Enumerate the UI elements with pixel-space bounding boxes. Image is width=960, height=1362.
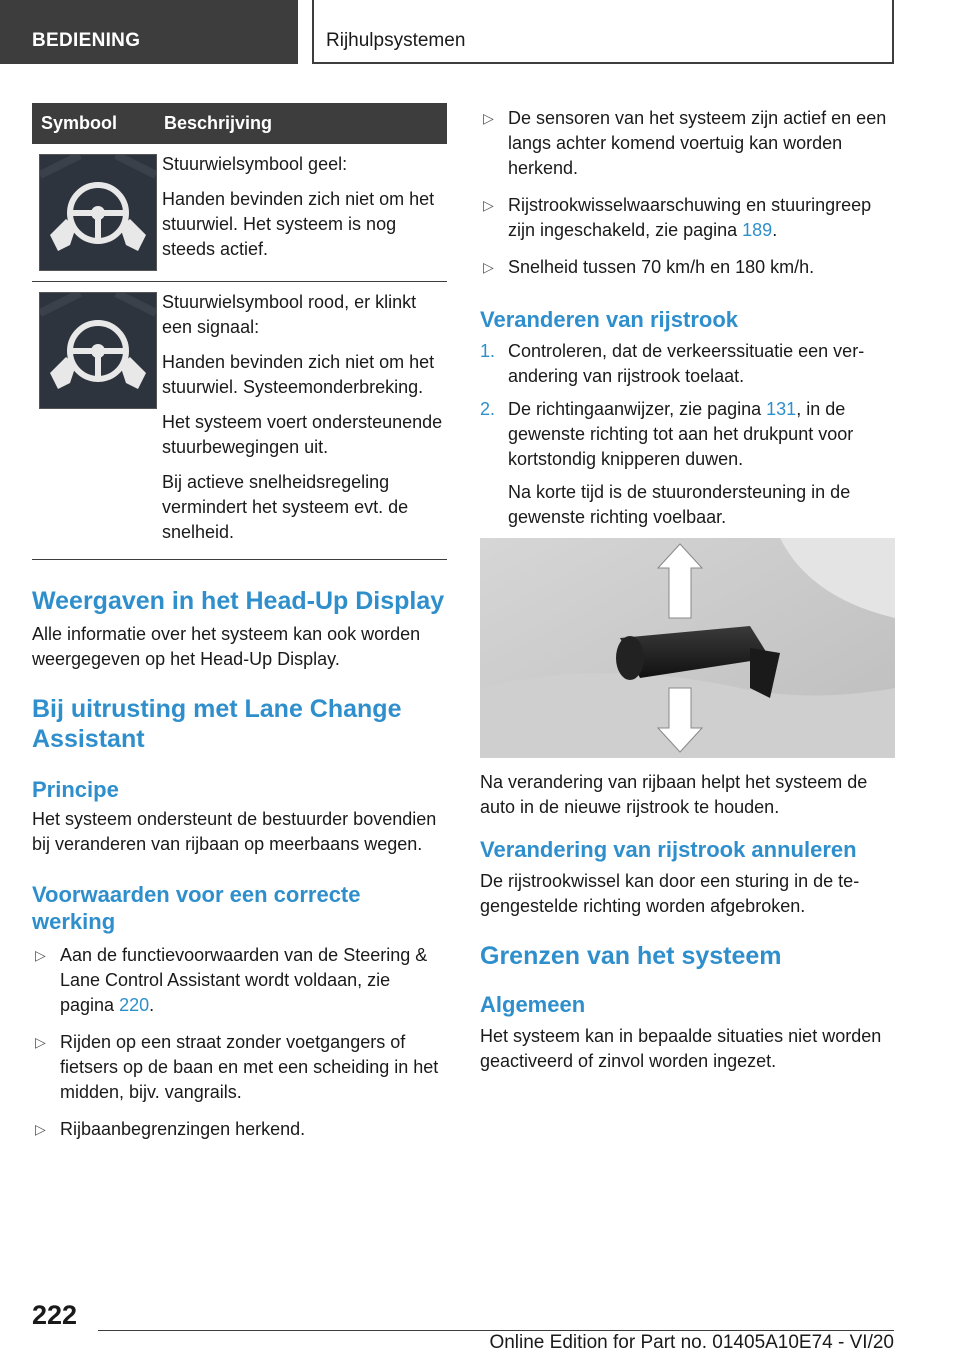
list-item: 1. Controleren, dat de verkeerssituatie een verandering van rijstrook toelaat. xyxy=(480,341,865,386)
hud-text: Alle informatie over het systeem kan ook worden weergegeven op het Head-Up Display. xyxy=(32,624,421,669)
table-row xyxy=(32,282,447,560)
symbol-table xyxy=(32,103,447,560)
triangle-bullet-icon: ▷ xyxy=(35,1121,46,1137)
left-column xyxy=(32,103,447,1154)
cancel-text: De rijstrookwissel kan door een sturing in de tegengestelde richting worden afgebroken. xyxy=(480,871,860,916)
header-section-tab xyxy=(0,0,298,64)
step-number: 2. xyxy=(480,399,496,419)
header-chapter-label: Rijhulpsystemen xyxy=(326,30,466,51)
conditions-list-right xyxy=(480,106,895,280)
row-2-caption: Stuurwielsymbool rood, er klinkt een signaal: xyxy=(162,292,417,337)
limits-title: Grenzen van het systeem xyxy=(480,942,782,970)
footer-divider xyxy=(98,1330,894,1331)
list-item: 2. De richtingaanwijzer, zie pagina 131, in de gewenste richting tot aan het drukpunt voor kortstondig knipperen duwen. Na korte tijd is de stuurondersteuning in de gewenste richting voelbaar. xyxy=(480,397,895,530)
triangle-bullet-icon: ▷ xyxy=(483,197,494,213)
change-steps xyxy=(480,339,895,530)
conditions-title: Voorwaarden voor een correcte werking xyxy=(32,882,361,934)
row-1-caption: Stuurwielsymbool geel: xyxy=(162,154,348,174)
lca-title: Bij uitrusting met Lane Change Assistant xyxy=(32,695,402,753)
row-2-text-1: Handen bevinden zich niet om het stuurwiel. Systeemonderbreking. xyxy=(162,352,435,397)
after-image-text: Na verandering van rijbaan helpt het systeem de auto in de nieuwe rijstrook te houden. xyxy=(480,772,868,817)
turn-signal-lever-image xyxy=(480,538,895,758)
page-link[interactable]: 220 xyxy=(119,995,150,1015)
triangle-bullet-icon: ▷ xyxy=(35,947,46,963)
row-2-text-3: Bij actieve snelheidsregeling vermindert het systeem evt. de snelheid. xyxy=(162,472,409,542)
right-column xyxy=(480,106,895,1074)
limits-text: Het systeem kan in bepaalde situaties niet worden geactiveerd of zinvol worden ingezet. xyxy=(480,1026,882,1071)
symbol-column-header: Symbool xyxy=(32,103,162,144)
table-row xyxy=(32,144,447,282)
header-section-label: BEDIENING xyxy=(32,30,141,51)
triangle-bullet-icon: ▷ xyxy=(35,1034,46,1050)
change-title: Veranderen van rijstrook xyxy=(480,307,738,332)
step-extra-text: Na korte tijd is de stuurondersteuning in de gewenste richting voelbaar. xyxy=(508,482,851,527)
symbol-table-header xyxy=(32,103,447,144)
list-item: ▷ Rijstrookwisselwaarschuwing en stuuringreep zijn ingeschakeld, zie pagina 189. xyxy=(483,195,872,240)
list-item: ▷ Rijden op een straat zonder voetgangers of fietsers op de baan en met een scheiding in het midden, bijv. vangrails. xyxy=(35,1032,439,1102)
principle-title: Principe xyxy=(32,777,119,802)
triangle-bullet-icon: ▷ xyxy=(483,259,494,275)
page-link[interactable]: 189 xyxy=(742,220,773,240)
list-item: ▷ Snelheid tussen 70 km/h en 180 km/h. xyxy=(480,255,895,280)
principle-text: Het systeem ondersteunt de bestuurder bovendien bij veranderen van rijbaan op meerbaans wegen. xyxy=(32,809,437,854)
row-2-text-2: Het systeem voert ondersteunende stuurbewegingen uit. xyxy=(162,412,443,457)
conditions-list-left xyxy=(32,943,447,1142)
step-number: 1. xyxy=(480,341,496,361)
edition-footer: Online Edition for Part no. 01405A10E74 - VI/20 xyxy=(489,1332,894,1353)
hud-title: Weergaven in het Head-Up Display xyxy=(32,587,445,615)
header-chapter-tab xyxy=(312,0,894,64)
triangle-bullet-icon: ▷ xyxy=(483,110,494,126)
page-number: 222 xyxy=(32,1300,78,1330)
steering-wheel-hands-off-red-icon xyxy=(39,292,157,409)
list-item: ▷ De sensoren van het systeem zijn actief en een langs achter komend voertuig kan worden herkend. xyxy=(483,108,887,178)
description-column-header: Beschrijving xyxy=(162,103,447,144)
steering-wheel-hands-off-yellow-icon xyxy=(39,154,157,271)
list-item: ▷ Aan de functievoorwaarden van de Steering & Lane Control Assistant wordt voldaan, zie pagina 220. xyxy=(35,945,428,1015)
page-link[interactable]: 131 xyxy=(766,399,797,419)
list-item: ▷ Rijbaanbegrenzingen herkend. xyxy=(32,1117,447,1142)
row-1-text: Handen bevinden zich niet om het stuurwiel. Het systeem is nog steeds actief. xyxy=(162,189,435,259)
cancel-title: Verandering van rijstrook annuleren xyxy=(480,837,857,862)
limits-subtitle: Algemeen xyxy=(480,992,586,1017)
